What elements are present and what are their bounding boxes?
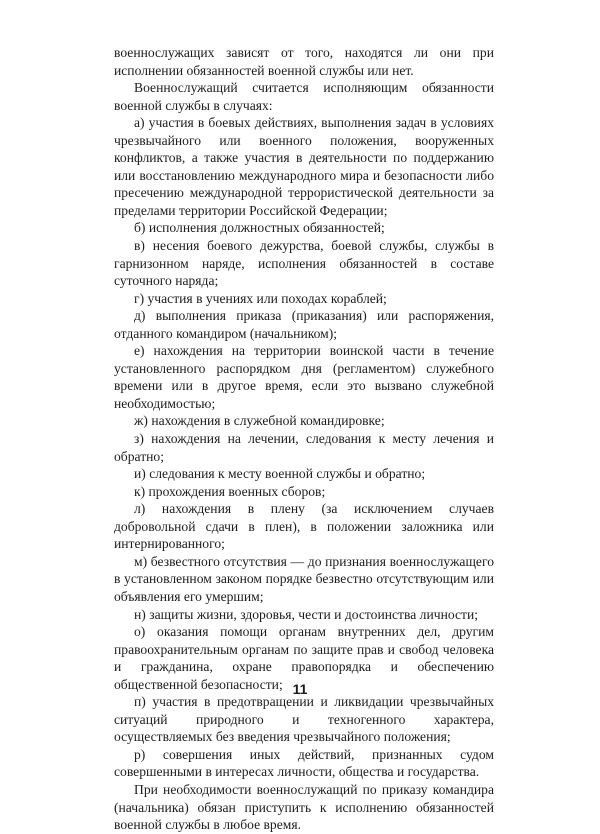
paragraph-closing: При необходимости военнослужащий по приказу командира (начальника) обязан приступить к исполнению обязанностей военной службы в любое время. [114,781,494,833]
paragraph-continuation: военнослужащих зависят от того, находятся ли они при исполнении обязанностей военной службы или нет. [114,45,494,78]
page-number: 11 [292,681,308,697]
list-item-zh: ж) нахождения в служебной командировке; [134,413,385,429]
list-item-v: в) несения боевого дежурства, боевой службы, службы в гарнизонном наряде, исполнения обязанностей в составе суточного наряда; [114,238,494,289]
list-item-r: р) совершения иных действий, признанных судом совершенными в интересах личности, общества и государства. [114,746,494,780]
list-item-k: к) прохождения военных сборов; [134,483,326,499]
list-item-b: б) исполнения должностных обязанностей; [134,220,385,236]
list-item-z: з) нахождения на лечении, следования к месту лечения и обратно; [114,431,494,464]
body-text [114,44,494,834]
list-item-n: н) защиты жизни, здоровья, чести и достоинства личности; [134,606,478,622]
list-item-d: д) выполнения приказа (приказания) или распоряжения, отданного командиром (начальником); [114,308,494,341]
list-item-g: г) участия в учениях или походах кораблей; [134,290,387,306]
list-item-o: о) оказания помощи органам внутренних дел, другим правоохранительным органам по защите прав и свобод человека и гражданина, охране правопорядка и обеспечению общественной безопасности; [114,624,494,692]
list-item-a: а) участия в боевых действиях, выполнения задач в условиях чрезвычайного или военного положения, вооруженных конфликтов, а также участия в деятельности по поддержанию или восстановлению международного мира и безопасности либо пресечению международной террористической деятельности за пределами территории Российской Федерации; [114,115,494,218]
list-item-i: и) следования к месту военной службы и обратно; [134,466,426,482]
list-item-l: л) нахождения в плену (за исключением случаев добровольной сдачи в плен), в положении заложника или интернированного; [114,501,494,552]
list-item-m: м) безвестного отсутствия — до признания военнослужащего в установленном законом порядке безвестно отсутствующим или объявления его умершим; [114,553,494,604]
list-item-e: е) нахождения на территории воинской части в течение установленного распорядком дня (регламентом) служебного времени или в другое время, если это вызвано служебной необходимостью; [114,343,494,411]
list-item-p: п) участия в предотвращении и ликвидации чрезвычайных ситуаций природного и техногенного характера, осуществляемых без введения чрезвычайного положения; [114,694,494,745]
paragraph-intro: Военнослужащий считается исполняющим обязанности военной службы в случаях: [114,80,494,113]
